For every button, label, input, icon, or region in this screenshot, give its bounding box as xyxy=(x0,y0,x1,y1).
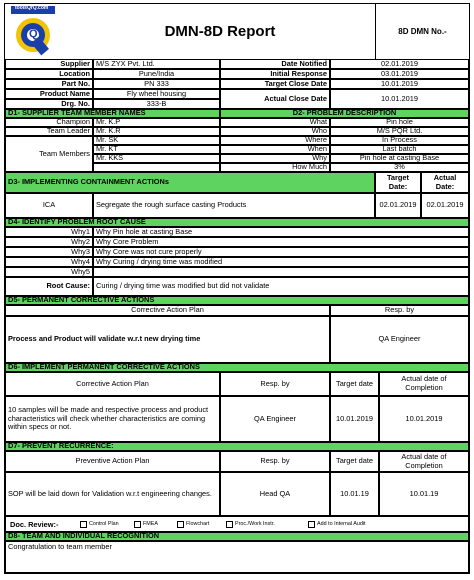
supplier-value: M/S ZYX Pvt. Ltd. xyxy=(93,59,220,69)
problem-who-value: M/S PQR Ltd. xyxy=(330,127,469,136)
checkbox-label: Add to Internal Audit xyxy=(317,520,366,527)
doc-review-fmea[interactable] xyxy=(134,517,158,531)
d5-plan: Process and Product will validate w.r.t new drying time xyxy=(5,316,330,363)
d4-heading: D4- IDENTIFY PROBLEM ROOT CAUSE xyxy=(5,218,469,227)
problem-where-value: In Process xyxy=(330,136,469,145)
why3-value: Why Core was not cure properly xyxy=(93,247,469,257)
logo-letter: Q xyxy=(29,28,38,40)
team-leader-label: Team Leader xyxy=(5,127,93,136)
team-member: Mr. KT xyxy=(93,145,220,154)
team-leader-value: Mr. K.R xyxy=(93,127,220,136)
problem-what-label: What xyxy=(220,118,330,127)
problem-how-much-label: How Much xyxy=(220,163,330,172)
d8-heading: D8- TEAM AND INDIVIDUAL RECOGNITION xyxy=(5,532,469,541)
d5-plan-header: Corrective Action Plan xyxy=(5,305,330,316)
champion-label: Champion xyxy=(5,118,93,127)
product-name-label: Product Name xyxy=(5,89,93,99)
dmn-no-label: 8D DMN No.- xyxy=(375,4,469,59)
team-member-empty xyxy=(93,163,220,172)
d5-heading: D5- PERMANENT CORRECTIVE ACTIONS xyxy=(5,296,469,305)
checkbox-label: Proc./Work Instr. xyxy=(235,520,275,527)
part-no-label: Part No. xyxy=(5,79,93,89)
why4-label: Why4 xyxy=(5,257,93,267)
d5-resp-header: Resp. by xyxy=(330,305,469,316)
initial-response-value: 03.01.2019 xyxy=(330,69,469,79)
d7-plan-header: Preventive Action Plan xyxy=(5,451,220,472)
checkbox-icon xyxy=(177,521,184,528)
part-no-value: PN 333 xyxy=(93,79,220,89)
report-title: DMN-8D Report xyxy=(164,22,276,40)
problem-why-label: Why xyxy=(220,154,330,163)
report-page xyxy=(4,3,470,574)
ica-target-date: 02.01.2019 xyxy=(375,193,421,218)
doc-review-control-plan[interactable] xyxy=(80,517,119,531)
d6-target: 10.01.2019 xyxy=(330,396,379,442)
doc-review-flowchart[interactable] xyxy=(177,517,209,531)
d7-heading: D7- PREVENT RECURRENCE: xyxy=(5,442,469,451)
checkbox-icon xyxy=(80,521,87,528)
actual-close-value: 10.01.2019 xyxy=(330,89,469,109)
ica-actual-date: 02.01.2019 xyxy=(421,193,469,218)
d5-resp: QA Engineer xyxy=(330,316,469,363)
ica-text: Segregate the rough surface casting Products xyxy=(93,193,375,218)
champion-value: Mr. K.P xyxy=(93,118,220,127)
doc-review-label: Doc. Review:- xyxy=(10,520,59,529)
doc-review-proc-work-instr[interactable] xyxy=(226,517,275,531)
d7-target: 10.01.19 xyxy=(330,472,379,516)
why5-label: Why5 xyxy=(5,267,93,277)
checkbox-label: Control Plan xyxy=(89,520,119,527)
d7-actual: 10.01.19 xyxy=(379,472,469,516)
ica-label: ICA xyxy=(5,193,93,218)
d6-resp: QA Engineer xyxy=(220,396,330,442)
supplier-label: Supplier xyxy=(5,59,93,69)
team-member: Mr. SK xyxy=(93,136,220,145)
problem-where-label: Where xyxy=(220,136,330,145)
checkbox-icon xyxy=(226,521,233,528)
problem-who-label: Who xyxy=(220,127,330,136)
d6-plan-header: Corrective Action Plan xyxy=(5,372,220,396)
problem-how-much-value: 3% xyxy=(330,163,469,172)
d6-actual: 10.01.2019 xyxy=(379,396,469,442)
why2-value: Why Core Problem xyxy=(93,237,469,247)
date-notified-value: 02.01.2019 xyxy=(330,59,469,69)
d6-resp-header: Resp. by xyxy=(220,372,330,396)
d7-target-header: Target date xyxy=(330,451,379,472)
root-cause-label: Root Cause: xyxy=(5,277,93,296)
logo-text: toolsQrQ.com xyxy=(15,5,49,11)
logo xyxy=(5,4,65,59)
d7-resp: Head QA xyxy=(220,472,330,516)
d6-plan: 10 samples will be made and respective process and product characteristics will check whether characteristics are coming within specs or not. xyxy=(5,396,220,442)
product-name-value: Fly wheel housing xyxy=(93,89,220,99)
why2-label: Why2 xyxy=(5,237,93,247)
doc-review-internal-audit[interactable] xyxy=(308,517,366,531)
initial-response-label: Initial Response xyxy=(220,69,330,79)
problem-when-label: When xyxy=(220,145,330,154)
d6-target-header: Target date xyxy=(330,372,379,396)
drg-no-value: 333-B xyxy=(93,99,220,109)
location-value: Pune/India xyxy=(93,69,220,79)
doc-review-row xyxy=(5,516,469,532)
d3-heading: D3- IMPLEMENTING CONTAINMENT ACTIONs xyxy=(5,172,375,193)
target-close-label: Target Close Date xyxy=(220,79,330,89)
location-label: Location xyxy=(5,69,93,79)
d8-text: Congratulation to team member xyxy=(5,541,469,573)
team-members-label: Team Members xyxy=(5,136,93,172)
checkbox-icon xyxy=(134,521,141,528)
problem-what-value: Pin hole xyxy=(330,118,469,127)
d7-resp-header: Resp. by xyxy=(220,451,330,472)
why1-label: Why1 xyxy=(5,227,93,237)
d7-actual-header: Actual date of Completion xyxy=(379,451,469,472)
d7-plan: SOP will be laid down for Validation w.r.t engineering changes. xyxy=(5,472,220,516)
target-close-value: 10.01.2019 xyxy=(330,79,469,89)
drg-no-label: Drg. No. xyxy=(5,99,93,109)
problem-why-value: Pin hole at casting Base xyxy=(330,154,469,163)
d3-actual-date-header: Actual Date: xyxy=(421,172,469,193)
d1-heading: D1- SUPPLIER TEAM MEMBER NAMES xyxy=(5,109,220,118)
checkbox-label: Flowchart xyxy=(186,520,210,527)
why4-value: Why Curing / drying time was modified xyxy=(93,257,469,267)
checkbox-label: FMEA xyxy=(143,520,158,527)
root-cause-value: Curing / drying time was modified but did not validate xyxy=(93,277,469,296)
why5-value xyxy=(93,267,469,277)
date-notified-label: Date Notified xyxy=(220,59,330,69)
problem-when-value: Last batch xyxy=(330,145,469,154)
actual-close-label: Actual Close Date xyxy=(220,89,330,109)
d2-heading: D2- PROBLEM DESCRIPTION xyxy=(220,109,469,118)
d6-actual-header: Actual date of Completion xyxy=(379,372,469,396)
d6-heading: D6- IMPLEMENT PERMANENT CORRECTIVE ACTIONS xyxy=(5,363,469,372)
why3-label: Why3 xyxy=(5,247,93,257)
d3-target-date-header: Target Date: xyxy=(375,172,421,193)
team-member: Mr. KKS xyxy=(93,154,220,163)
why1-value: Why Pin hole at casting Base xyxy=(93,227,469,237)
checkbox-icon xyxy=(308,521,315,528)
